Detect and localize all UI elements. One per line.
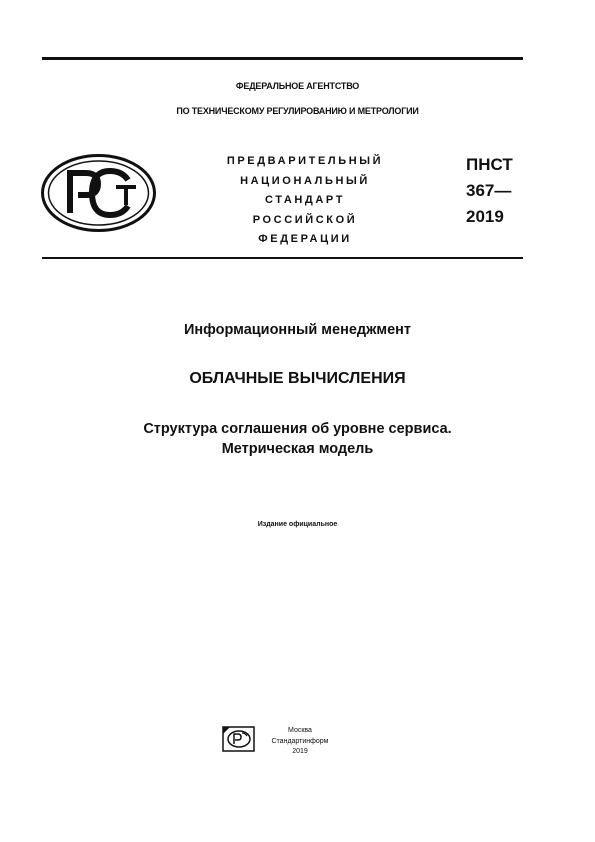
document-subject: Информационный менеджмент bbox=[183, 322, 412, 338]
edition-note: Издание официальное bbox=[257, 521, 338, 528]
imprint-city: Москва bbox=[288, 727, 312, 734]
designation-number: 367— bbox=[466, 181, 512, 200]
standard-type-line: ФЕДЕРАЦИИ bbox=[258, 233, 352, 246]
designation-year: 2019 bbox=[466, 207, 504, 226]
imprint-block bbox=[265, 726, 335, 758]
publisher-logo-icon bbox=[222, 726, 255, 752]
standard-type-line: ПРЕДВАРИТЕЛЬНЫЙ bbox=[226, 155, 384, 167]
top-rule bbox=[42, 57, 523, 60]
standard-type-block bbox=[205, 152, 405, 250]
agency-name-line-2: ПО ТЕХНИЧЕСКОМУ РЕГУЛИРОВАНИЮ И МЕТРОЛОГИИ bbox=[176, 106, 419, 116]
standard-type-line: СТАНДАРТ bbox=[264, 194, 346, 207]
standard-type-line: НАЦИОНАЛЬНЫЙ bbox=[240, 174, 370, 187]
standard-designation bbox=[466, 152, 513, 230]
imprint-year: 2019 bbox=[292, 748, 308, 755]
document-title: ОБЛАЧНЫЕ ВЫЧИСЛЕНИЯ bbox=[189, 370, 406, 387]
gost-r-mark-icon bbox=[40, 153, 157, 233]
subtitle-line-1: Структура соглашения об уровне сервиса. bbox=[143, 421, 452, 437]
standard-type-line: РОССИЙСКОЙ bbox=[252, 213, 358, 226]
imprint-publisher: Стандартинформ bbox=[271, 737, 329, 745]
agency-name-line-1: ФЕДЕРАЛЬНОЕ АГЕНТСТВО bbox=[235, 81, 360, 91]
header-divider bbox=[42, 257, 523, 259]
subtitle-line-2: Метрическая модель bbox=[221, 441, 374, 457]
designation-code: ПНСТ bbox=[466, 155, 513, 174]
document-subtitle bbox=[0, 419, 595, 459]
